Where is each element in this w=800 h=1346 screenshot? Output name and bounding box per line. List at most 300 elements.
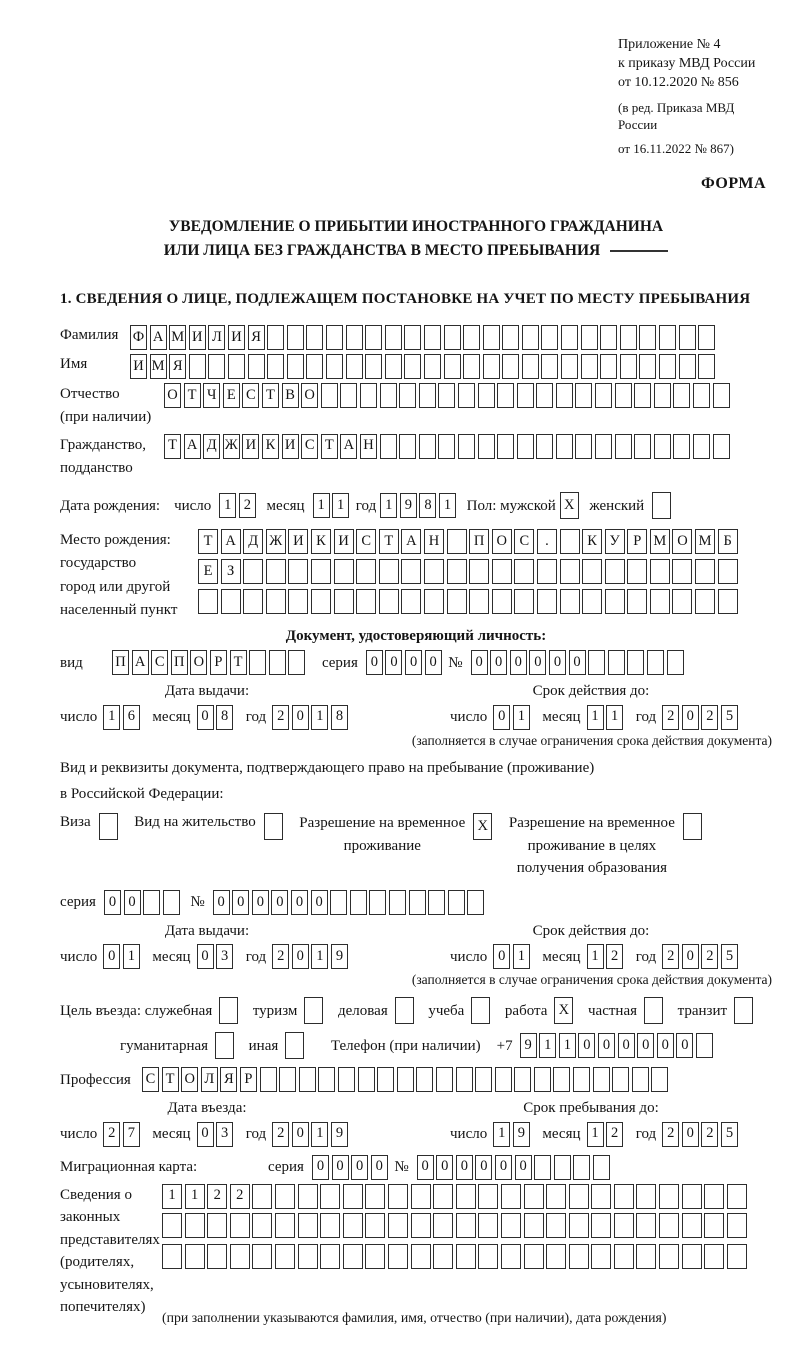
char-cell[interactable]: О — [164, 383, 181, 408]
char-cell[interactable]: 0 — [549, 650, 566, 675]
char-cell[interactable] — [627, 650, 644, 675]
char-cell[interactable] — [365, 325, 382, 350]
char-cell[interactable] — [639, 325, 656, 350]
char-cell[interactable] — [185, 1244, 205, 1269]
char-cell[interactable]: П — [112, 650, 129, 675]
char-cell[interactable] — [534, 1067, 551, 1092]
char-cell[interactable]: 0 — [493, 944, 510, 969]
char-cell[interactable]: Р — [627, 529, 647, 554]
char-cell[interactable]: 0 — [103, 944, 120, 969]
char-cell[interactable] — [522, 354, 539, 379]
char-cell[interactable] — [411, 1244, 431, 1269]
char-cell[interactable] — [514, 589, 534, 614]
char-cell[interactable] — [411, 1213, 431, 1238]
char-cell[interactable] — [704, 1213, 724, 1238]
char-cell[interactable] — [298, 1244, 318, 1269]
char-cell[interactable] — [411, 1184, 431, 1209]
char-cell[interactable]: 0 — [637, 1033, 654, 1058]
char-cell[interactable] — [537, 559, 557, 584]
char-cell[interactable] — [318, 1067, 335, 1092]
char-cell[interactable] — [682, 1213, 702, 1238]
char-cell[interactable]: 1 — [313, 493, 330, 518]
char-cell[interactable] — [456, 1184, 476, 1209]
char-cell[interactable] — [285, 1032, 304, 1059]
char-cell[interactable]: Л — [201, 1067, 218, 1092]
char-cell[interactable] — [636, 1244, 656, 1269]
char-cell[interactable] — [524, 1244, 544, 1269]
char-cell[interactable]: 1 — [103, 705, 120, 730]
char-cell[interactable] — [582, 589, 602, 614]
doc-valid-day[interactable] — [493, 705, 532, 730]
char-cell[interactable] — [306, 325, 323, 350]
char-cell[interactable]: З — [221, 559, 241, 584]
permit-issue-day[interactable] — [103, 944, 142, 969]
char-cell[interactable] — [198, 589, 218, 614]
char-cell[interactable]: Т — [262, 383, 279, 408]
char-cell[interactable]: 2 — [662, 1122, 679, 1147]
char-cell[interactable] — [659, 354, 676, 379]
char-cell[interactable]: Н — [424, 529, 444, 554]
char-cell[interactable] — [304, 997, 323, 1024]
char-cell[interactable] — [502, 354, 519, 379]
char-cell[interactable]: 1 — [439, 493, 456, 518]
char-cell[interactable] — [266, 559, 286, 584]
char-cell[interactable] — [275, 1213, 295, 1238]
char-cell[interactable] — [343, 1244, 363, 1269]
char-cell[interactable] — [615, 434, 632, 459]
char-cell[interactable]: 2 — [239, 493, 256, 518]
permit-issue-month[interactable] — [197, 944, 236, 969]
char-cell[interactable] — [546, 1184, 566, 1209]
mig-series-boxes[interactable] — [312, 1155, 390, 1180]
char-cell[interactable] — [541, 325, 558, 350]
char-cell[interactable] — [614, 1184, 634, 1209]
char-cell[interactable] — [433, 1184, 453, 1209]
char-cell[interactable] — [287, 354, 304, 379]
char-cell[interactable] — [346, 354, 363, 379]
char-cell[interactable]: О — [181, 1067, 198, 1092]
char-cell[interactable]: 1 — [606, 705, 623, 730]
permit-valid-day[interactable] — [493, 944, 532, 969]
char-cell[interactable]: Ж — [266, 529, 286, 554]
char-cell[interactable]: 0 — [475, 1155, 492, 1180]
char-cell[interactable] — [569, 1213, 589, 1238]
char-cell[interactable] — [575, 383, 592, 408]
char-cell[interactable]: 0 — [292, 705, 309, 730]
char-cell[interactable]: 5 — [721, 1122, 738, 1147]
char-cell[interactable] — [713, 383, 730, 408]
char-cell[interactable]: К — [311, 529, 331, 554]
char-cell[interactable]: 1 — [123, 944, 140, 969]
char-cell[interactable]: П — [171, 650, 188, 675]
stay-day[interactable] — [493, 1122, 532, 1147]
char-cell[interactable]: X — [560, 492, 579, 519]
char-cell[interactable]: 1 — [587, 705, 604, 730]
char-cell[interactable] — [556, 434, 573, 459]
char-cell[interactable]: 1 — [380, 493, 397, 518]
char-cell[interactable]: 1 — [587, 944, 604, 969]
char-cell[interactable] — [569, 1184, 589, 1209]
doc-valid-month[interactable] — [587, 705, 626, 730]
char-cell[interactable] — [458, 383, 475, 408]
citizenship-boxes[interactable] — [164, 434, 732, 459]
char-cell[interactable]: Л — [208, 325, 225, 350]
char-cell[interactable]: О — [492, 529, 512, 554]
char-cell[interactable] — [501, 1213, 521, 1238]
char-cell[interactable] — [612, 1067, 629, 1092]
char-cell[interactable] — [343, 1184, 363, 1209]
char-cell[interactable]: 0 — [405, 650, 422, 675]
char-cell[interactable] — [588, 650, 605, 675]
char-cell[interactable]: 1 — [311, 705, 328, 730]
char-cell[interactable] — [581, 325, 598, 350]
char-cell[interactable] — [288, 589, 308, 614]
char-cell[interactable]: И — [130, 354, 147, 379]
char-cell[interactable]: О — [301, 383, 318, 408]
char-cell[interactable] — [634, 434, 651, 459]
char-cell[interactable] — [143, 890, 160, 915]
char-cell[interactable] — [682, 1184, 702, 1209]
char-cell[interactable] — [456, 1067, 473, 1092]
char-cell[interactable]: 8 — [419, 493, 436, 518]
char-cell[interactable]: Ч — [203, 383, 220, 408]
char-cell[interactable] — [424, 559, 444, 584]
char-cell[interactable]: 9 — [400, 493, 417, 518]
char-cell[interactable] — [581, 354, 598, 379]
char-cell[interactable] — [385, 325, 402, 350]
char-cell[interactable] — [404, 325, 421, 350]
char-cell[interactable] — [478, 1184, 498, 1209]
char-cell[interactable] — [401, 559, 421, 584]
char-cell[interactable]: И — [228, 325, 245, 350]
char-cell[interactable] — [397, 1067, 414, 1092]
char-cell[interactable] — [682, 1244, 702, 1269]
char-cell[interactable]: А — [132, 650, 149, 675]
char-cell[interactable] — [595, 434, 612, 459]
char-cell[interactable]: 0 — [197, 944, 214, 969]
char-cell[interactable] — [438, 434, 455, 459]
char-cell[interactable]: 0 — [197, 705, 214, 730]
char-cell[interactable]: 0 — [291, 890, 308, 915]
char-cell[interactable] — [463, 354, 480, 379]
char-cell[interactable] — [208, 354, 225, 379]
doc-valid-year[interactable] — [662, 705, 740, 730]
char-cell[interactable]: Е — [198, 559, 218, 584]
char-cell[interactable] — [252, 1184, 272, 1209]
char-cell[interactable]: О — [672, 529, 692, 554]
char-cell[interactable] — [395, 997, 414, 1024]
char-cell[interactable]: К — [582, 529, 602, 554]
char-cell[interactable] — [634, 383, 651, 408]
char-cell[interactable]: 0 — [495, 1155, 512, 1180]
char-cell[interactable]: 0 — [598, 1033, 615, 1058]
char-cell[interactable] — [260, 1067, 277, 1092]
char-cell[interactable]: 2 — [272, 944, 289, 969]
char-cell[interactable] — [163, 890, 180, 915]
birth-year-boxes[interactable] — [380, 493, 458, 518]
char-cell[interactable] — [560, 589, 580, 614]
char-cell[interactable]: 0 — [529, 650, 546, 675]
char-cell[interactable]: Ж — [223, 434, 240, 459]
char-cell[interactable] — [632, 1067, 649, 1092]
char-cell[interactable] — [219, 997, 238, 1024]
char-cell[interactable] — [693, 434, 710, 459]
representatives-boxes-3[interactable] — [162, 1244, 749, 1269]
char-cell[interactable]: О — [190, 650, 207, 675]
char-cell[interactable] — [249, 650, 266, 675]
char-cell[interactable] — [620, 325, 637, 350]
char-cell[interactable]: 0 — [213, 890, 230, 915]
char-cell[interactable] — [162, 1244, 182, 1269]
char-cell[interactable] — [595, 383, 612, 408]
char-cell[interactable] — [447, 529, 467, 554]
char-cell[interactable] — [650, 589, 670, 614]
profession-boxes[interactable] — [142, 1067, 671, 1092]
char-cell[interactable]: 0 — [124, 890, 141, 915]
stay-month[interactable] — [587, 1122, 626, 1147]
char-cell[interactable] — [478, 383, 495, 408]
char-cell[interactable] — [652, 492, 671, 519]
char-cell[interactable]: 0 — [252, 890, 269, 915]
char-cell[interactable]: М — [150, 354, 167, 379]
char-cell[interactable] — [608, 650, 625, 675]
char-cell[interactable] — [727, 1213, 747, 1238]
char-cell[interactable] — [306, 354, 323, 379]
char-cell[interactable] — [298, 1184, 318, 1209]
birth-month-boxes[interactable] — [313, 493, 352, 518]
char-cell[interactable] — [399, 434, 416, 459]
char-cell[interactable] — [492, 559, 512, 584]
char-cell[interactable]: 6 — [123, 705, 140, 730]
birth-place-boxes-2[interactable] — [198, 559, 740, 584]
char-cell[interactable] — [672, 559, 692, 584]
char-cell[interactable] — [478, 1213, 498, 1238]
char-cell[interactable]: 9 — [331, 1122, 348, 1147]
char-cell[interactable]: 5 — [721, 944, 738, 969]
char-cell[interactable] — [593, 1155, 610, 1180]
char-cell[interactable] — [615, 383, 632, 408]
char-cell[interactable] — [647, 650, 664, 675]
char-cell[interactable] — [299, 1067, 316, 1092]
doc-issue-day[interactable] — [103, 705, 142, 730]
char-cell[interactable] — [275, 1184, 295, 1209]
char-cell[interactable]: 0 — [682, 944, 699, 969]
char-cell[interactable] — [409, 890, 426, 915]
char-cell[interactable]: 0 — [292, 944, 309, 969]
char-cell[interactable]: И — [288, 529, 308, 554]
char-cell[interactable] — [704, 1244, 724, 1269]
char-cell[interactable]: 0 — [311, 890, 328, 915]
char-cell[interactable] — [436, 1067, 453, 1092]
char-cell[interactable]: А — [401, 529, 421, 554]
char-cell[interactable] — [360, 383, 377, 408]
char-cell[interactable] — [582, 559, 602, 584]
char-cell[interactable]: 0 — [676, 1033, 693, 1058]
char-cell[interactable]: 2 — [272, 1122, 289, 1147]
char-cell[interactable]: Т — [164, 434, 181, 459]
char-cell[interactable] — [672, 589, 692, 614]
char-cell[interactable] — [575, 434, 592, 459]
permit-series-boxes[interactable] — [104, 890, 182, 915]
char-cell[interactable]: Т — [184, 383, 201, 408]
char-cell[interactable] — [650, 559, 670, 584]
char-cell[interactable]: 2 — [701, 1122, 718, 1147]
char-cell[interactable] — [605, 559, 625, 584]
char-cell[interactable]: 2 — [606, 944, 623, 969]
char-cell[interactable] — [379, 559, 399, 584]
char-cell[interactable] — [524, 1184, 544, 1209]
char-cell[interactable] — [424, 325, 441, 350]
permit-issue-year[interactable] — [272, 944, 350, 969]
char-cell[interactable]: Т — [379, 529, 399, 554]
char-cell[interactable]: 0 — [578, 1033, 595, 1058]
char-cell[interactable] — [502, 325, 519, 350]
char-cell[interactable]: 0 — [515, 1155, 532, 1180]
char-cell[interactable] — [346, 325, 363, 350]
char-cell[interactable]: 2 — [606, 1122, 623, 1147]
char-cell[interactable] — [380, 434, 397, 459]
char-cell[interactable]: 0 — [618, 1033, 635, 1058]
char-cell[interactable] — [330, 890, 347, 915]
char-cell[interactable] — [561, 354, 578, 379]
char-cell[interactable] — [385, 354, 402, 379]
char-cell[interactable]: У — [605, 529, 625, 554]
char-cell[interactable]: 0 — [456, 1155, 473, 1180]
char-cell[interactable]: 2 — [272, 705, 289, 730]
char-cell[interactable] — [444, 325, 461, 350]
char-cell[interactable] — [644, 997, 663, 1024]
temp-permit-checkbox[interactable] — [473, 813, 495, 840]
char-cell[interactable] — [243, 559, 263, 584]
char-cell[interactable]: 0 — [490, 650, 507, 675]
char-cell[interactable]: 0 — [232, 890, 249, 915]
char-cell[interactable] — [356, 589, 376, 614]
permit-number-boxes[interactable] — [213, 890, 487, 915]
char-cell[interactable]: А — [150, 325, 167, 350]
char-cell[interactable]: 0 — [366, 650, 383, 675]
char-cell[interactable] — [471, 997, 490, 1024]
private-checkbox[interactable] — [644, 997, 666, 1024]
char-cell[interactable]: К — [262, 434, 279, 459]
char-cell[interactable]: Б — [718, 529, 738, 554]
char-cell[interactable] — [522, 325, 539, 350]
char-cell[interactable] — [718, 589, 738, 614]
char-cell[interactable]: Я — [169, 354, 186, 379]
representatives-boxes-2[interactable] — [162, 1213, 749, 1238]
char-cell[interactable]: 0 — [271, 890, 288, 915]
char-cell[interactable] — [433, 1213, 453, 1238]
char-cell[interactable] — [320, 1184, 340, 1209]
char-cell[interactable] — [311, 589, 331, 614]
char-cell[interactable] — [298, 1213, 318, 1238]
char-cell[interactable] — [654, 434, 671, 459]
char-cell[interactable] — [556, 383, 573, 408]
char-cell[interactable] — [659, 325, 676, 350]
char-cell[interactable]: М — [169, 325, 186, 350]
char-cell[interactable] — [667, 650, 684, 675]
char-cell[interactable] — [673, 383, 690, 408]
char-cell[interactable] — [659, 1213, 679, 1238]
char-cell[interactable]: 2 — [662, 705, 679, 730]
char-cell[interactable] — [614, 1213, 634, 1238]
char-cell[interactable] — [636, 1213, 656, 1238]
birth-place-boxes-1[interactable] — [198, 529, 740, 554]
char-cell[interactable]: 0 — [471, 650, 488, 675]
char-cell[interactable] — [252, 1213, 272, 1238]
char-cell[interactable] — [264, 813, 283, 840]
char-cell[interactable] — [573, 1155, 590, 1180]
char-cell[interactable] — [591, 1244, 611, 1269]
char-cell[interactable] — [679, 354, 696, 379]
char-cell[interactable]: 1 — [185, 1184, 205, 1209]
char-cell[interactable]: П — [469, 529, 489, 554]
char-cell[interactable] — [228, 354, 245, 379]
entry-year[interactable] — [272, 1122, 350, 1147]
char-cell[interactable] — [365, 354, 382, 379]
char-cell[interactable] — [433, 1244, 453, 1269]
surname-boxes[interactable] — [130, 325, 718, 350]
char-cell[interactable]: 0 — [657, 1033, 674, 1058]
char-cell[interactable] — [401, 589, 421, 614]
char-cell[interactable]: 1 — [311, 1122, 328, 1147]
business-checkbox[interactable] — [395, 997, 417, 1024]
char-cell[interactable] — [591, 1184, 611, 1209]
visa-checkbox[interactable] — [99, 813, 121, 840]
char-cell[interactable] — [230, 1213, 250, 1238]
char-cell[interactable] — [320, 1213, 340, 1238]
char-cell[interactable] — [560, 559, 580, 584]
doc-series-boxes[interactable] — [366, 650, 444, 675]
char-cell[interactable] — [659, 1244, 679, 1269]
doc-issue-year[interactable] — [272, 705, 350, 730]
char-cell[interactable] — [185, 1213, 205, 1238]
char-cell[interactable]: С — [242, 383, 259, 408]
char-cell[interactable] — [365, 1184, 385, 1209]
other-checkbox[interactable] — [285, 1032, 307, 1059]
study-checkbox[interactable] — [471, 997, 493, 1024]
char-cell[interactable] — [388, 1184, 408, 1209]
char-cell[interactable] — [514, 559, 534, 584]
char-cell[interactable] — [673, 434, 690, 459]
char-cell[interactable] — [424, 354, 441, 379]
char-cell[interactable] — [419, 434, 436, 459]
char-cell[interactable] — [447, 559, 467, 584]
char-cell[interactable] — [221, 589, 241, 614]
entry-day[interactable] — [103, 1122, 142, 1147]
permit-valid-year[interactable] — [662, 944, 740, 969]
char-cell[interactable] — [334, 589, 354, 614]
char-cell[interactable] — [734, 997, 753, 1024]
char-cell[interactable] — [267, 325, 284, 350]
tourism-checkbox[interactable] — [304, 997, 326, 1024]
char-cell[interactable] — [483, 354, 500, 379]
char-cell[interactable] — [252, 1244, 272, 1269]
char-cell[interactable]: 3 — [216, 944, 233, 969]
char-cell[interactable] — [99, 813, 118, 840]
char-cell[interactable]: 1 — [539, 1033, 556, 1058]
char-cell[interactable] — [447, 589, 467, 614]
char-cell[interactable] — [546, 1213, 566, 1238]
char-cell[interactable] — [189, 354, 206, 379]
char-cell[interactable] — [380, 383, 397, 408]
char-cell[interactable]: С — [356, 529, 376, 554]
char-cell[interactable]: Т — [321, 434, 338, 459]
char-cell[interactable]: . — [537, 529, 557, 554]
work-checkbox[interactable] — [554, 997, 576, 1024]
char-cell[interactable] — [379, 589, 399, 614]
char-cell[interactable] — [560, 529, 580, 554]
char-cell[interactable] — [718, 559, 738, 584]
